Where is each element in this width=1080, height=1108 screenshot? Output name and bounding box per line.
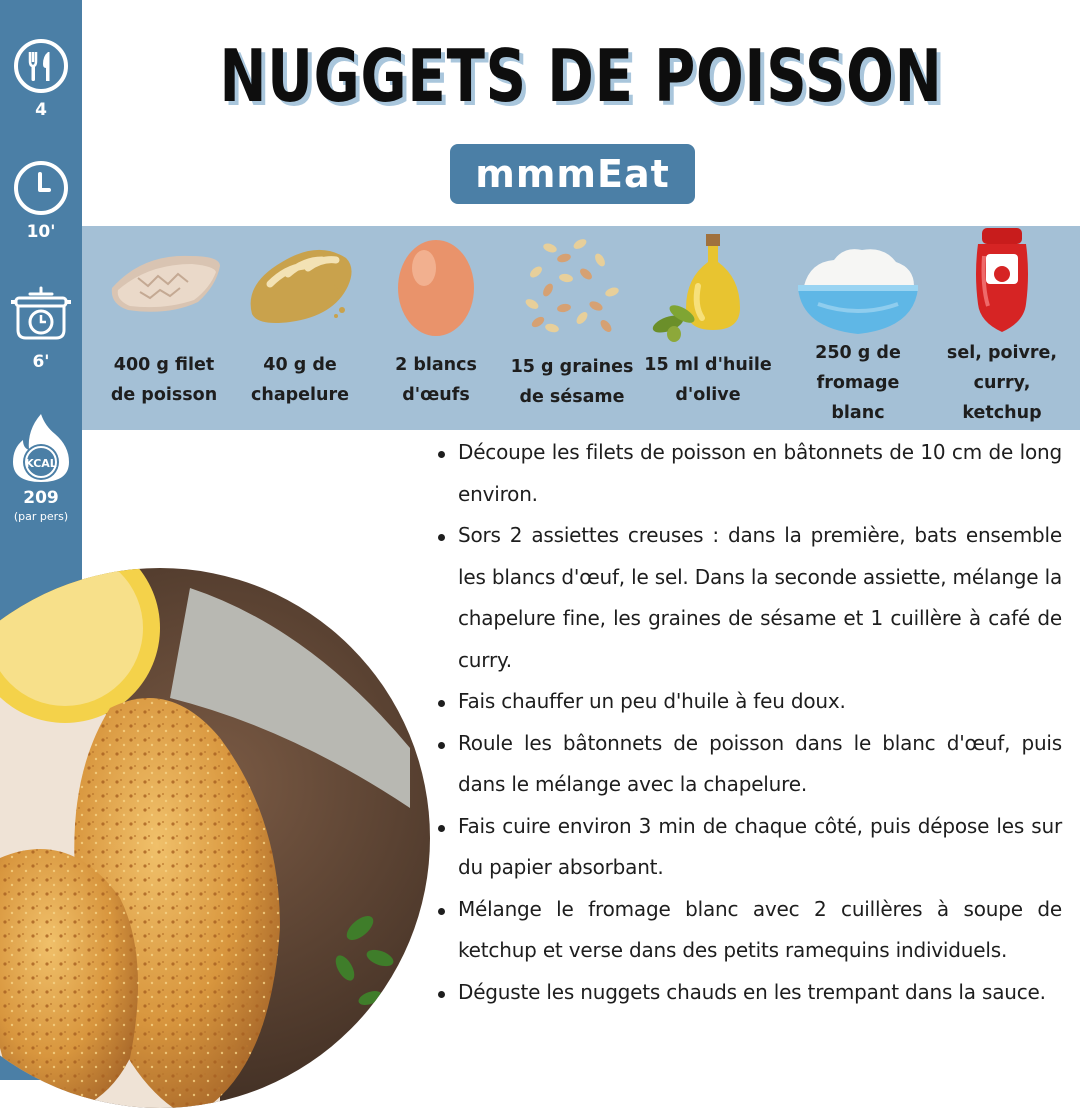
fromage-blanc-bowl-icon — [788, 226, 928, 356]
recipe-step: Fais cuire environ 3 min de chaque côté, puis dépose les sur du papier absorbant. — [430, 806, 1062, 889]
prep-time-stat — [0, 160, 82, 242]
fork-knife-icon — [13, 38, 69, 94]
recipe-step: Fais chauffer un peu d'huile à feu doux. — [430, 681, 1062, 723]
cook-time-stat — [0, 284, 82, 372]
ingredient-fromage-blanc — [788, 226, 928, 430]
recipe-step: Déguste les nuggets chauds en les trempant dans la sauce. — [430, 972, 1062, 1014]
olive-oil-icon — [638, 226, 778, 356]
nuggets-photo — [0, 568, 430, 1108]
clock-icon — [13, 160, 69, 216]
servings-stat — [0, 38, 82, 120]
recipe-step: Découpe les filets de poisson en bâtonnets de 10 cm de long environ. — [430, 432, 1062, 515]
recipe-step: Sors 2 assiettes creuses : dans la première, bats ensemble les blancs d'œuf, le sel. Dans la seconde assiette, mélange la chapelure fine, les graines de sésame et 1 cuillère à café de curry. — [430, 515, 1062, 681]
servings-value: 4 — [35, 100, 47, 120]
brand-logo: mmmEat — [450, 144, 695, 204]
calories-unit: (par pers) — [13, 510, 69, 523]
egg-icon — [366, 226, 506, 356]
ingredients-band — [82, 226, 1080, 430]
cooking-pot-icon — [10, 284, 72, 344]
ingredient-sesame — [502, 226, 642, 430]
recipe-steps — [430, 432, 1062, 1013]
kcal-badge: KCAL — [25, 457, 57, 470]
ingredient-label: 15 g graines de sésame — [510, 357, 634, 407]
ingredient-breadcrumbs — [230, 226, 370, 430]
ingredient-label: 15 ml d'huile d'olive — [644, 355, 772, 405]
ingredient-egg — [366, 226, 506, 430]
calories-value: 209 — [23, 488, 59, 508]
calories-stat — [0, 412, 82, 523]
ingredient-label: 2 blancs d'œufs — [395, 355, 477, 405]
ingredient-olive-oil — [638, 226, 778, 430]
recipe-step: Mélange le fromage blanc avec 2 cuillères à soupe de ketchup et verse dans des petits ramequins individuels. — [430, 889, 1062, 972]
recipe-title: NUGGETS DE POISSON — [219, 34, 943, 118]
ingredient-label: 40 g de chapelure — [251, 355, 349, 405]
ingredient-seasoning — [932, 226, 1072, 430]
sesame-seeds-icon — [502, 226, 642, 356]
breadcrumbs-icon — [230, 226, 370, 356]
flame-icon — [9, 412, 73, 484]
ingredient-fish — [94, 226, 234, 430]
prep-time-value: 10' — [26, 222, 56, 242]
fish-fillet-icon — [94, 226, 234, 356]
fried-fish-nuggets-image — [0, 568, 430, 1108]
recipe-step: Roule les bâtonnets de poisson dans le blanc d'œuf, puis dans le mélange avec la chapelure. — [430, 723, 1062, 806]
cook-time-value: 6' — [32, 352, 50, 372]
ingredient-label: 400 g filet de poisson — [110, 355, 218, 405]
ingredient-label: 250 g de fromage blanc — [815, 343, 901, 423]
ketchup-bottle-icon — [932, 226, 1072, 341]
ingredient-label: sel, poivre, curry, ketchup — [946, 343, 1058, 423]
